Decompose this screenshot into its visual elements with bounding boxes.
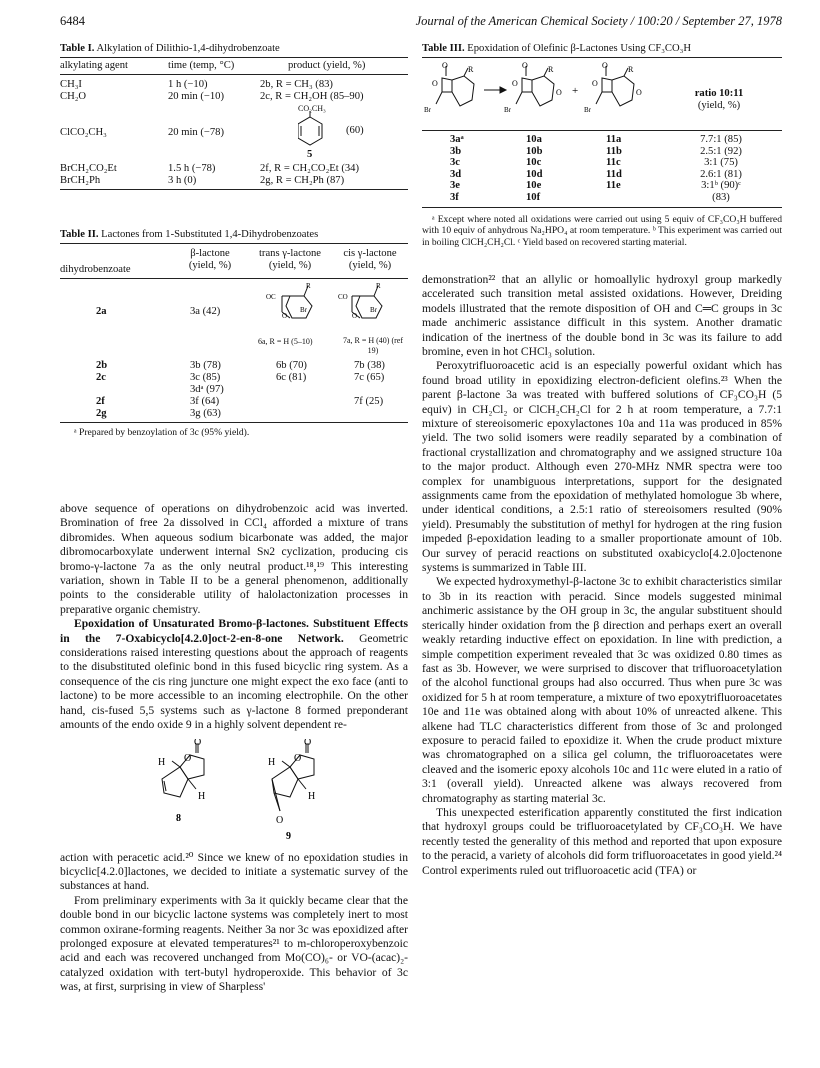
table3-cell: 10c [526,157,542,169]
table3-cell: 11e [606,180,621,192]
left-paragraph-1: above sequence of operations on dihydrobenzoic acid was inverted. Bromination of free 2a dissolved in CCl₄ afforded a mixture of trans dibromides. When aqueous sodium bicarbonate was added, the major dibromocarboxylate underwent internal Sɴ2 cyclization, producing cis bromo-γ-lactone 7a as the only neutral product.¹⁸,¹⁹ This interesting variation, shown in Table II to be a general phenomenon, additionally points to the considerable utility of halolactonization processes in preparative organic chemistry. [60,502,408,616]
right-column [422,42,782,878]
label-plus: + [572,85,579,97]
table2-cell: 7a, R = H (40) (ref 19) [342,336,404,355]
table2-cell: 2g [96,408,107,419]
table1-cell: BrCH₂Ph [60,175,168,190]
table1-cell: 20 min (−10) [168,91,224,102]
table3-cell: 3f [450,191,459,203]
label-O: O [432,79,438,88]
table1-cell: 3 h (0) [168,175,260,190]
label-R: R [306,282,311,290]
table2-cell: 3a (42) [190,306,221,317]
table1-cell: CH₃I [60,79,82,90]
label-O: O [304,738,312,748]
left-column [60,42,408,995]
label-Br: Br [300,306,307,314]
table1-cell: 2g, R = CH₂Ph (87) [260,175,408,190]
table2-cell: 7c (65) [354,372,385,383]
label-CO: CO [338,293,348,301]
label-O: O [442,62,448,70]
label-O: O [602,62,608,70]
table1-cell: 20 min (−78) [168,127,224,138]
table2-cell: 3b (78) [190,360,221,371]
table3-cell: (83) [712,191,730,203]
label-O: O [512,79,518,88]
label-O: O [194,738,202,748]
table2-cell: 7b (38) [354,360,385,371]
struct8-number: 8 [176,812,181,824]
bicyclic-lactone-diagrams [140,739,360,843]
table3-cell: 11d [606,168,622,180]
table1-cell: ClCO₂CH₃ [60,127,107,138]
label-Br: Br [424,106,431,114]
table1-header: time (temp, °C) [168,58,260,75]
table3-cell: 3:1ᵇ (90)ᶜ [701,180,741,192]
table2-cell: 6c (81) [276,372,307,383]
table2-header: trans γ-lactone (yield, %) [258,248,322,271]
label-O: O [294,752,302,764]
table1-cell: CH₂O [60,91,87,102]
table1-header: product (yield, %) [260,58,408,75]
table2 [60,244,408,480]
table2-cell: 6b (70) [276,360,307,371]
label-O: O [522,62,528,70]
table1-cell: 1 h (−10) [168,79,208,90]
label-O: O [592,79,598,88]
table1-cell: 2c, R = CH₂OH (85–90) [260,91,364,102]
label-R: R [376,282,381,290]
label-R: R [548,65,554,74]
label-O: O [636,88,642,97]
label-O: O [184,752,192,764]
table3-footnote: ᵃ Except where noted all oxidations were carried out using 5 equiv of CF₃CO₃H buffered with 10 equiv of anhydrous Na₂HPO₄ at room temperature. ᵇ This experiment was carried out in boiling ClCH₂CH₂Cl. ᶜ Yield based on recovered starting material. [422,213,782,249]
table1-structure-cell [260,103,408,163]
label-R: R [628,65,634,74]
table1-caption: Table I. Alkylation of Dilithio-1,4-dihydrobenzoate [60,43,280,54]
table3-cell: 3b [450,145,462,157]
label-H: H [158,756,166,768]
table1-cell: BrCH₂CO₂Et [60,163,117,174]
table2-rows [60,360,408,439]
table2-cell: 3c (85) [190,372,221,383]
table3-cell: 10f [526,191,541,203]
table2-cell: 3g (63) [190,408,221,419]
left-paragraph-4: From preliminary experiments with 3a it quickly became clear that the double bond in our bicyclic lactone systems was completely inert to most common oxirane-forming reagents. Neither 3a nor 3c was epoxidized after prolonged exposure at elevated temperatures²¹ to m-chloroperoxybenzoic acid and each was recovered unchanged from Mo(CO)₆- or VO-(acac)₂-catalyzed oxidation with tert-butyl hydroperoxide. This behavior of 3c was, at first, surprising in view of Sharpless' [60,893,408,994]
table2-footnote: ᵃ Prepared by benzoylation of 3c (95% yield). [74,427,250,438]
table3-cell: 3:1 (75) [704,157,738,169]
table1 [60,57,408,190]
label-H: H [198,790,206,802]
struct9-number: 9 [286,830,291,842]
table3-cell: 10a [526,134,542,145]
table3-cell: 10d [526,168,543,180]
table2-header: cis γ-lactone (yield, %) [343,248,397,271]
table3-ratio-header [684,88,754,112]
table2-cell: 2b [96,360,108,371]
table2-header: dihydrobenzoate [60,264,131,275]
table2-cell: 7f (25) [354,396,384,407]
label-Br: Br [370,306,377,314]
section-heading: Epoxidation of Unsaturated Bromo-β-lactones. Substituent Effects in the 7-Oxabicyclo[4.2.0]oct-2-en-8-one Network. [60,617,408,645]
table2-cell: 6a, R = H (5–10) [258,337,313,346]
table2-cell: 2a [96,306,107,317]
left-paragraph-2: Epoxidation of Unsaturated Bromo-β-lactones. Substituent Effects in the 7-Oxabicyclo[4.2.0]oct-2-en-8-one Network. Geometric considerations raised interesting questions about the approach of reagents to the disubstituted olefinic bond in this fused bicyclic ring system. As a consequence of the cis ring juncture one might expect the exo face (anti to lactone) to be more accessible to an incoming electrophile. On the other hand, cis-fused 5,5 systems such as γ-lactone 8 formed preponderant amounts of the endo oxide 9 in a highly solvent dependent re- [60,617,408,732]
label-O: O [282,312,288,320]
struct5-ring [298,111,334,149]
label-O: O [276,814,284,826]
left-paragraph-3: action with peracetic acid.²⁰ Since we knew of no epoxidation studies in bicyclic[4.2.0]lactones, we decided to initiate a systematic survey of the substances at hand. [60,850,408,893]
journal-running-head: Journal of the American Chemical Society / 100:20 / September 27, 1978 [415,14,782,28]
struct5-number: 5 [307,149,313,160]
table3-cell: 7.7:1 (85) [700,134,742,145]
table3-ratio-label: ratio 10:11 [694,88,744,99]
table2-cell: 2c [96,372,106,383]
table1-cell: 1.5 h (−78) [168,163,216,174]
label-O: O [556,88,562,97]
table1-cell: 2f, R = CH₂CO₂Et (34) [260,163,359,174]
label-Br: Br [504,106,511,114]
table3-cell: 11b [606,145,622,157]
table3-rows [422,131,782,204]
table3-cell: 3aᵃ [450,134,464,145]
table3-cell: 11c [606,157,621,169]
label-O: O [352,312,358,320]
table3-cell: 10b [526,145,543,157]
right-paragraph-1: demonstration²² that an allylic or homoallylic hydroxyl group markedly accelerated such transition metal assisted oxidations. However, Dreiding models illustrated that the remote disposition of OH and C═C groups in 3c made anchimeric assistance difficult in this system. Another dramatic indication of the inertness of the double bond in 3c was its failure to add bromine, even in hot CHCl₃ solution. [422,272,782,358]
table3-cell: 2.5:1 (92) [700,145,742,157]
table3-scheme [422,58,782,130]
struct5-substituent: CO₂CH₃ [298,104,326,113]
label-Br: Br [584,106,591,114]
table2-cell: 3dᵃ (97) [190,384,224,395]
right-paragraph-2: Peroxytrifluoroacetic acid is an especially powerful oxidant which has found broad utility in epoxidizing electron-deficient olefins.²³ When the parent β-lactone 3a was treated with buffered solutions of CF₃CO₃H (5 equiv) in CH₂Cl₂ or ClCH₂CH₂Cl for 2 h at room temperature, a 7.7:1 mixture of stereoisomeric epoxylactones 10a and 11a was produced in 85% yield. The two solid isomers were readily separated by a combination of fractional crystallization and chromatography and we assigned structure 10a to the major product. Although even 270-MHz NMR spectra were too complex for unambiguous interpretations, support for the designated assignments came from the epoxidation of methylated homologue 3b where, under identical conditions, a 2.5:1 ratio of stereoisomers resulted (90% yield). Presumably the substitution of methyl for hydrogen at the ring fusion impeded β-epoxidation leading to a smaller proportionate amount of 10b. Our survey of peracid reactions on substituted oxabicyclo[4.2.0]octenone systems is summarized in Table III. [422,359,782,575]
table1-header: alkylating agent [60,58,168,75]
epoxidation-scheme [422,62,662,128]
struct5-yield: (60) [346,125,364,136]
label-R: R [468,65,474,74]
table3-cell: 3c [450,157,460,169]
right-paragraph-3: We expected hydroxymethyl-β-lactone 3c to exhibit characteristics similar to 3b in its reaction with peracid. Since models suggested minimal anchimeric assistance by the OH group in 3c, the angular substituent should sterically hinder oxidation from the β direction and perhaps exert an overall weakly retarding inductive effect on epoxidation. In line with prediction, a simple competition experiment revealed that 3c was oxidized 0.80 times as fast as 3b. However, we were surprised to discover that trifluoroacetylation of the alcohol functional groups had also occurred. Thus when pure 3c was oxidized for 5 h at room temperature, a mixture of two epoxytrifluoroacetates 10e and 11e was obtained along with about 10% of unreacted alkene. This alkene had TLC characteristics different from those of 3c and prolonged exposure to peracid failed to epoxidize it. When the crude product mixture was chromatographed on a silica gel column, the trifluoroacetates were cleaved and the isomeric epoxy alcohols 10c and 11c were eluted in a ratio of 3:1 (overall yield). Unreacted alkene was always recovered from chromatography as starting material 3c. [422,575,782,805]
page-header [60,14,782,32]
label-OC: OC [266,293,276,301]
table3-cell: 3e [450,180,460,192]
label-H: H [308,790,316,802]
table3-cell: 2.6:1 (81) [700,168,742,180]
table3-cell: 11a [606,134,622,145]
table2-cell: 3f (64) [190,396,220,407]
table3-cell: 10e [526,180,542,192]
structures-8-9 [60,733,408,851]
page-number: 6484 [60,14,85,28]
right-paragraph-4: This unexpected esterification apparently constituted the first indication that hydroxyl groups could be trifluoroacetylated by CF₃CO₃H. We have recently tested the generality of this method and reported that upon exposure to the peracid, a variety of alcohols did form trifluoroacetates in good yield.²⁴ Control experiments ruled out trifluoroacetic acid (TFA) or [422,805,782,877]
label-H: H [268,756,276,768]
table3-caption: Table III. Epoxidation of Olefinic β-Lactones Using CF₃CO₃H [422,43,691,54]
table1-cell: 2b, R = CH₃ (83) [260,79,333,90]
table3-cell: 3d [450,168,462,180]
table3-ratio-sub: (yield, %) [697,100,741,111]
table2-cell: 2f [96,396,105,407]
table2-caption: Table II. Lactones from 1-Substituted 1,4-Dihydrobenzoates [60,229,319,240]
table2-header: β-lactone (yield, %) [188,248,232,271]
lactone-structures-6a-7a [260,282,410,336]
